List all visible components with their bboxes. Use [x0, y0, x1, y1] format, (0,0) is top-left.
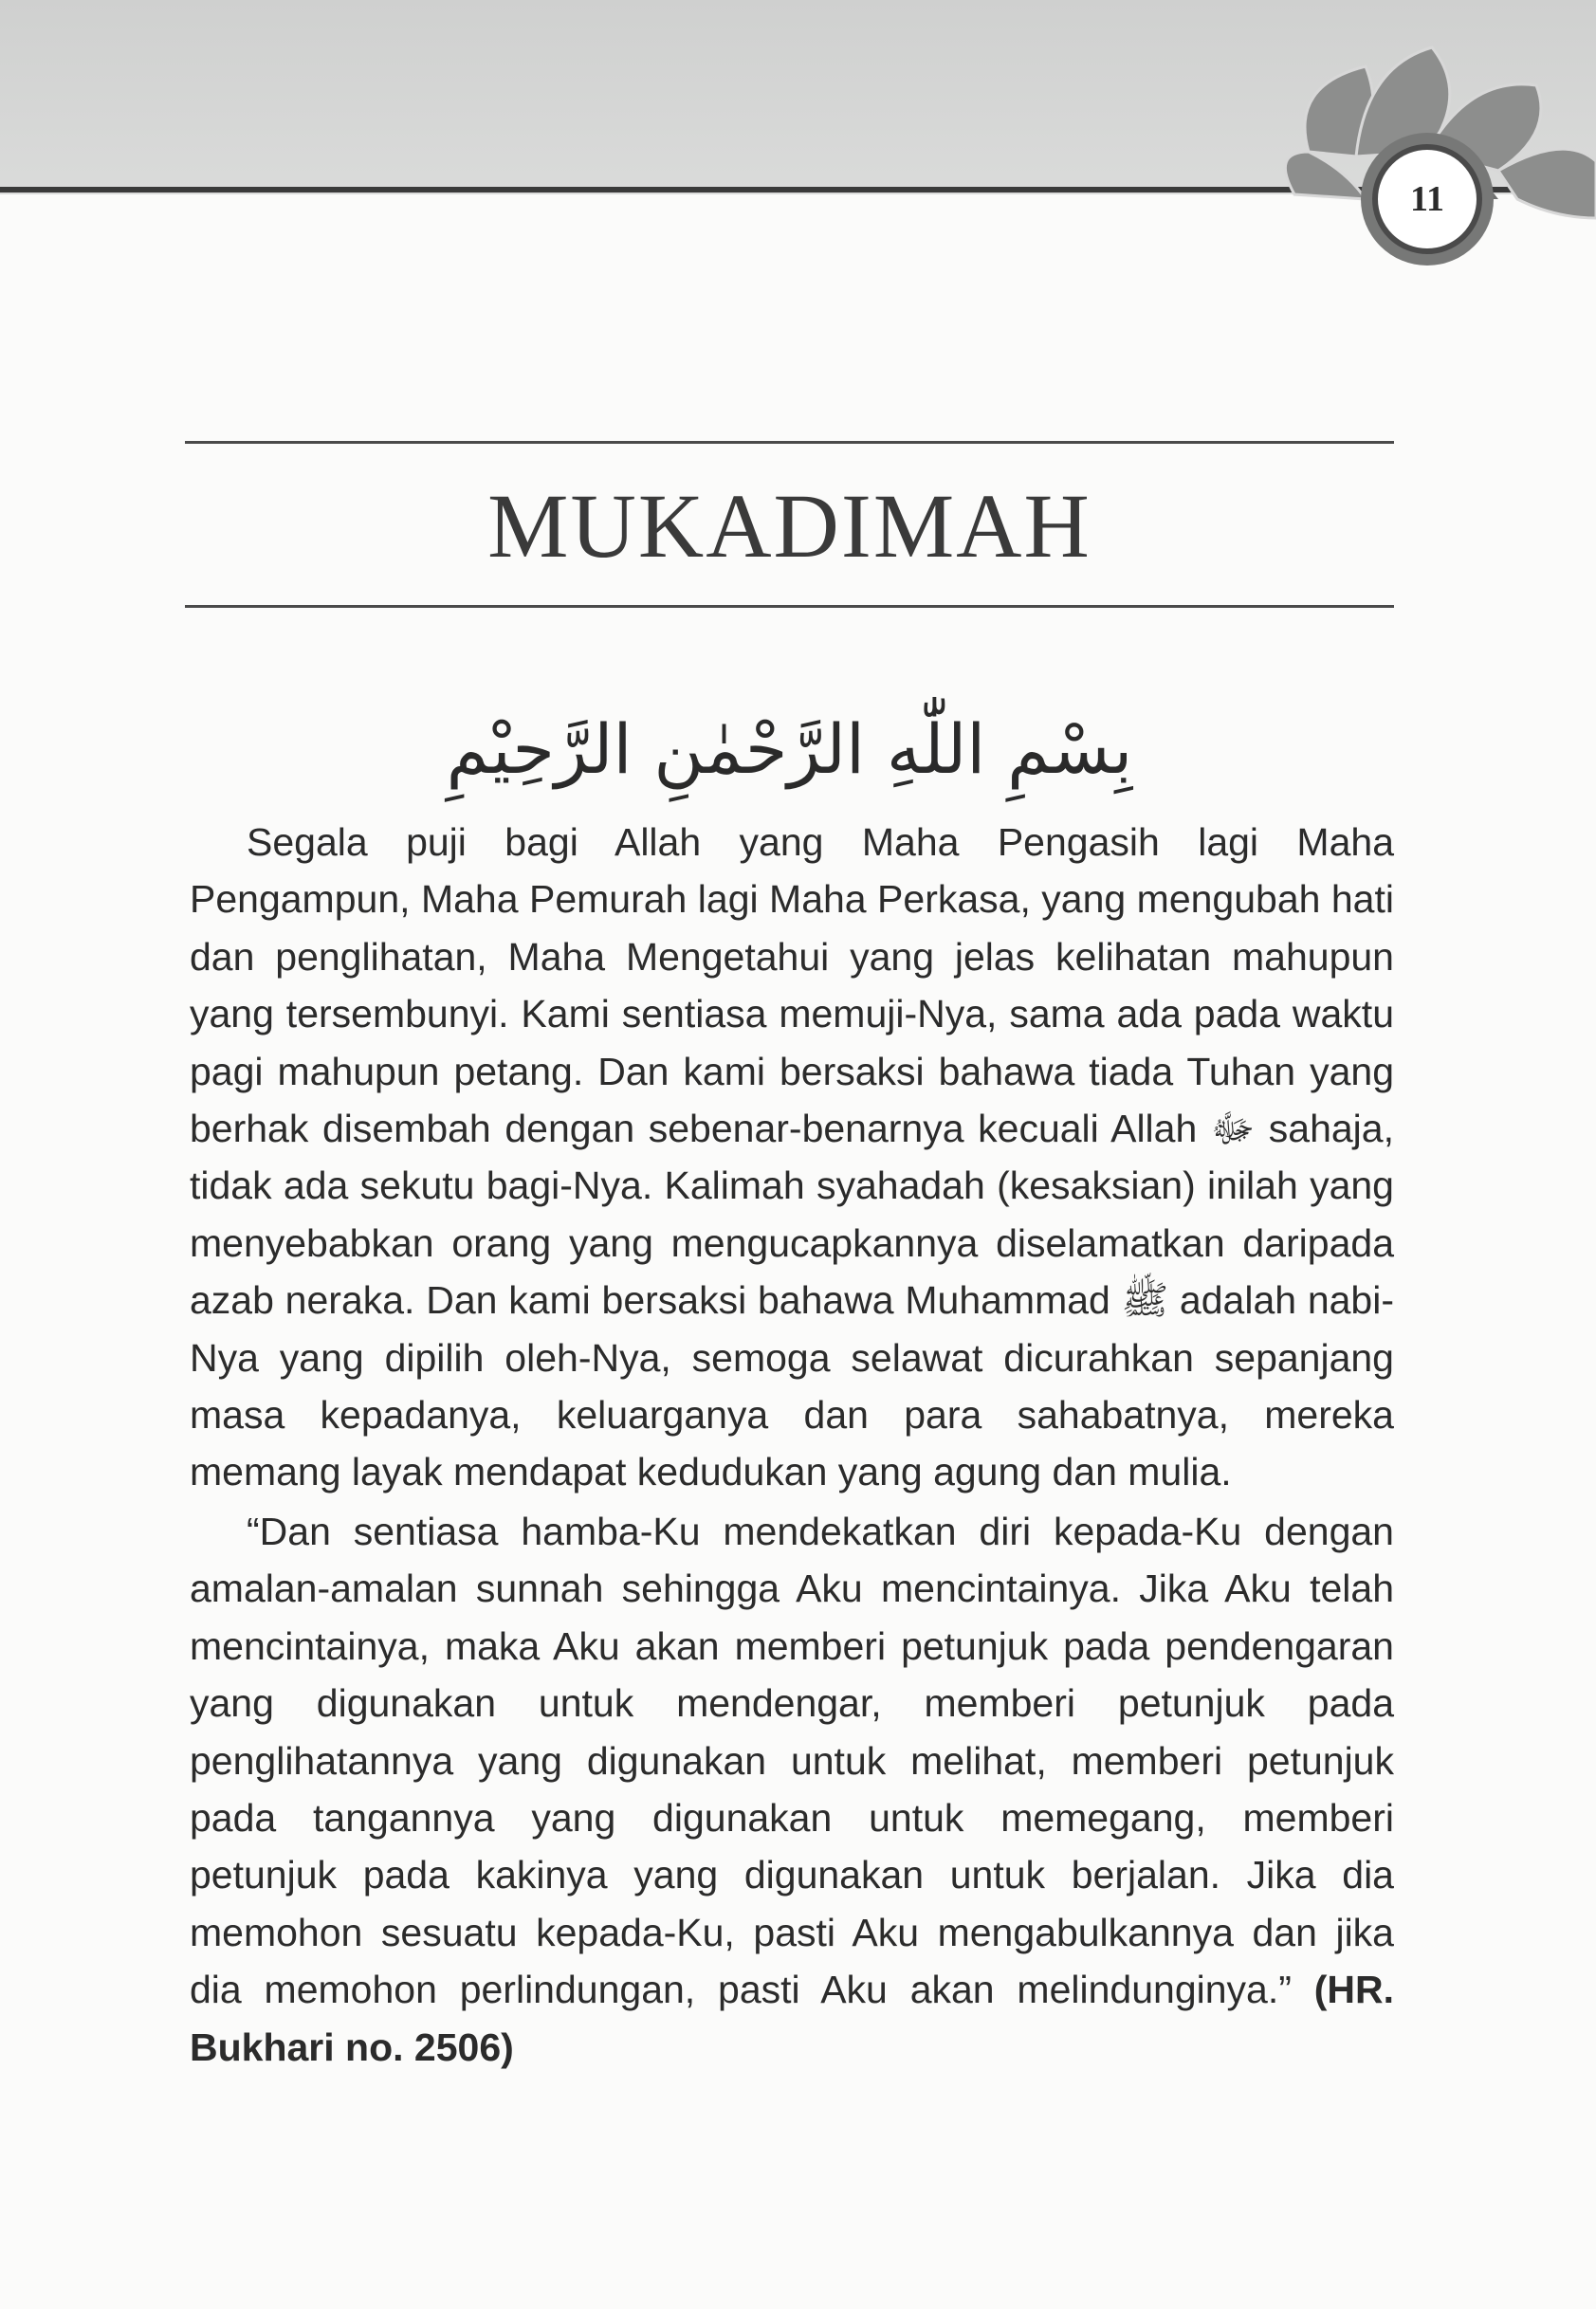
basmala-arabic: بِسْمِ اللّٰهِ الرَّحْمٰنِ الرَّحِيْمِ — [446, 709, 1133, 789]
paragraph-hadith — [190, 1503, 1394, 2076]
title-rule-top — [185, 441, 1394, 444]
page-title: MUKADIMAH — [487, 475, 1092, 577]
page-number: 11 — [1410, 179, 1444, 219]
paragraph-praise: Segala puji bagi Allah yang Maha Pengasih lagi Maha Pengampun, Maha Pemurah lagi Maha Perkasa, yang mengubah hati dan penglihatan, Maha Mengetahui yang jelas kelihatan mahupun yang tersembunyi. Kami sentiasa memuji-Nya, sama ada pada waktu pagi mahupun petang. Dan kami bersaksi bahawa tiada Tuhan yang berhak disembah dengan sebenar-benarnya kecuali Allah ﷻ sahaja, tidak ada sekutu bagi-Nya. Kalimah syahadah (kesaksian) inilah yang menyebabkan orang yang mengucapkannya diselamatkan daripada azab neraka. Dan kami bersaksi bahawa Muhammad ﷺ adalah nabi-Nya yang dipilih oleh-Nya, semoga selawat dicurahkan sepanjang masa kepadanya, keluarganya dan para sahabatnya, mereka memang layak mendapat kedudukan yang agung dan mulia. — [190, 820, 1394, 1494]
hadith-reference: (HR. Bukhari no. 2506) — [190, 1968, 1394, 2069]
title-rule-bottom — [185, 605, 1394, 608]
body-text — [190, 814, 1394, 2076]
hadith-text: “Dan sentiasa hamba-Ku mendekatkan diri kepada-Ku dengan amalan-amalan sunnah sehingga Aku mencintainya. Jika Aku telah mencintainya, maka Aku akan memberi petunjuk pada pendengaran yang digunakan untuk mendengar, memberi petunjuk pada penglihatannya yang digunakan untuk melihat, memberi petunjuk pada tangannya yang digunakan untuk memegang, memberi petunjuk pada kakinya yang digunakan untuk berjalan. Jika dia memohon sesuatu kepada-Ku, pasti Aku mengabulkannya dan jika dia memohon perlindungan, pasti Aku akan melindunginya.” — [190, 1509, 1394, 2012]
